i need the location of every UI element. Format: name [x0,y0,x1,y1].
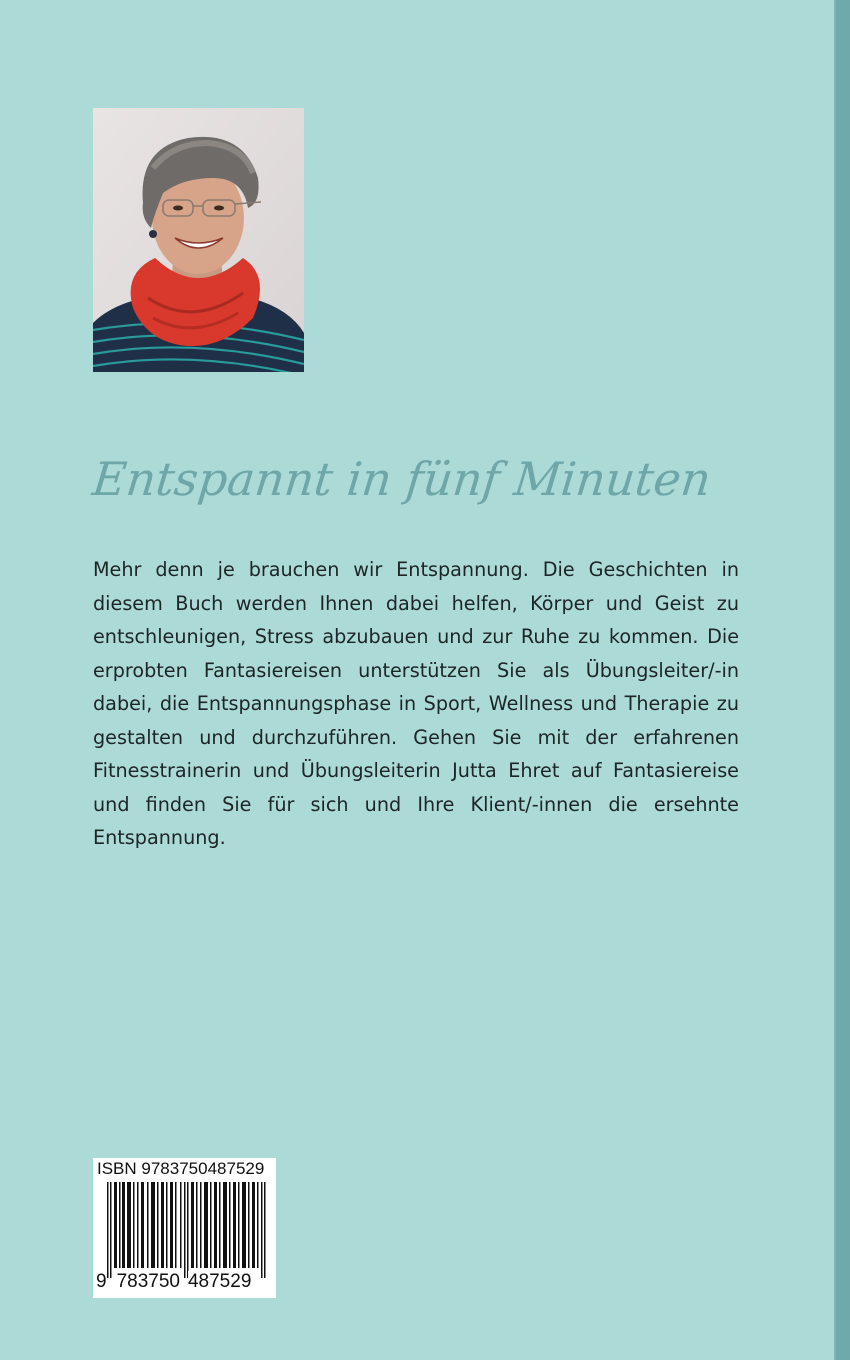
blurb-text: Mehr denn je brauchen wir Entspannung. Die Geschichten in diesem Buch werden Ihnen dabei helfen, Körper und Geist zu entschleunigen, Stress abzubauen und zur Ruhe zu kommen. Die erprobten Fantasiereisen unterstützen Sie als Übungsleiter/-in dabei, die Entspannungsphase in Sport, Wellness und Therapie zu gestalten und durchzuführen. Gehen Sie mit der erfahrenen Fitnesstrainerin und Übungsleiterin Jutta Ehret auf Fantasiereise und finden Sie für sich und Ihre Klient/-innen die ersehnte Entspannung. [93,558,739,849]
isbn-barcode [93,1158,276,1298]
book-spine-edge [834,0,850,1360]
barcode-bars-icon [107,1182,270,1278]
isbn-digits [96,1271,272,1293]
author-portrait-image [93,108,304,372]
author-photo [93,108,304,372]
isbn-digits-group2: 487529 [187,1271,252,1292]
isbn-digits-group1: 783750 [116,1271,180,1292]
book-title: Entspannt in fünf Minuten [90,452,714,506]
book-blurb [93,553,739,855]
isbn-digit-first: 9 [96,1271,107,1292]
isbn-label: ISBN 9783750487529 [97,1159,265,1178]
